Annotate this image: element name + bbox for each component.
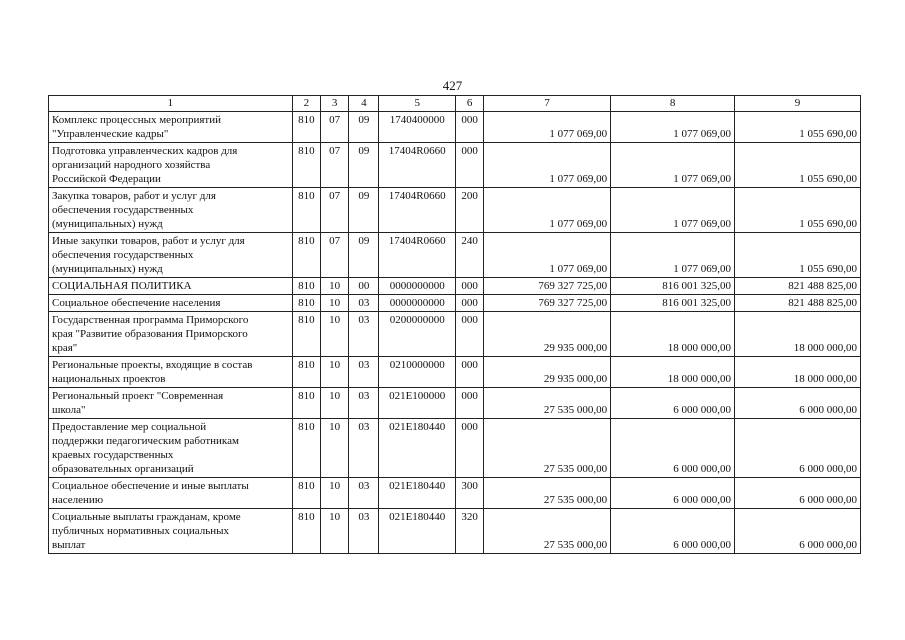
expense-type-code: 000 (455, 143, 483, 188)
amount-col-7: 27 535 000,00 (484, 388, 611, 419)
amount-col-8: 1 077 069,00 (611, 188, 735, 233)
row-name-line: (муниципальных) нужд (52, 218, 163, 230)
row-name-line: организаций народного хозяйства (52, 159, 211, 171)
section-code: 10 (321, 312, 349, 357)
row-name (49, 509, 293, 554)
grbs-code: 810 (292, 509, 320, 554)
grbs-code: 810 (292, 233, 320, 278)
amount-col-8: 6 000 000,00 (611, 509, 735, 554)
amount-col-9: 6 000 000,00 (735, 419, 861, 478)
row-name-line: "Управленческие кадры" (52, 128, 169, 140)
row-name-line: Социальное обеспечение населения (52, 297, 221, 309)
row-name-line: поддержки педагогическим работникам (52, 435, 239, 447)
target-article-code: 0000000000 (379, 295, 456, 312)
expense-type-code: 200 (455, 188, 483, 233)
row-name-line: Российской Федерации (52, 173, 161, 185)
amount-col-7: 769 327 725,00 (484, 295, 611, 312)
row-name-line: Государственная программа Приморского (52, 314, 249, 326)
target-article-code: 17404R0660 (379, 143, 456, 188)
row-name-line: выплат (52, 539, 86, 551)
row-name (49, 388, 293, 419)
amount-col-8: 18 000 000,00 (611, 357, 735, 388)
row-name (49, 112, 293, 143)
amount-col-9: 1 055 690,00 (735, 233, 861, 278)
expense-type-code: 320 (455, 509, 483, 554)
target-article-code: 021E180440 (379, 478, 456, 509)
subsection-code: 00 (349, 278, 379, 295)
amount-col-7: 27 535 000,00 (484, 509, 611, 554)
header-row (49, 96, 861, 112)
row-name-line: обеспечения государственных (52, 249, 194, 261)
expense-type-code: 000 (455, 112, 483, 143)
table-row (49, 143, 861, 188)
subsection-code: 09 (349, 233, 379, 278)
target-article-code: 17404R0660 (379, 188, 456, 233)
amount-col-7: 1 077 069,00 (484, 112, 611, 143)
header-col-6: 6 (455, 96, 483, 112)
section-code: 07 (321, 143, 349, 188)
amount-col-9: 18 000 000,00 (735, 312, 861, 357)
row-name-line: Иные закупки товаров, работ и услуг для (52, 235, 245, 247)
amount-col-7: 1 077 069,00 (484, 233, 611, 278)
amount-col-9: 1 055 690,00 (735, 188, 861, 233)
subsection-code: 03 (349, 478, 379, 509)
grbs-code: 810 (292, 295, 320, 312)
expense-type-code: 000 (455, 419, 483, 478)
table-row (49, 233, 861, 278)
row-name-line: Социальное обеспечение и иные выплаты (52, 480, 249, 492)
amount-col-7: 1 077 069,00 (484, 143, 611, 188)
grbs-code: 810 (292, 143, 320, 188)
row-name-line: края "Развитие образования Приморского (52, 328, 248, 340)
amount-col-8: 18 000 000,00 (611, 312, 735, 357)
subsection-code: 03 (349, 295, 379, 312)
table-row (49, 112, 861, 143)
row-name (49, 357, 293, 388)
row-name-line: Региональные проекты, входящие в состав (52, 359, 253, 371)
section-code: 07 (321, 112, 349, 143)
header-col-8: 8 (611, 96, 735, 112)
section-code: 10 (321, 509, 349, 554)
amount-col-8: 816 001 325,00 (611, 278, 735, 295)
target-article-code: 1740400000 (379, 112, 456, 143)
budget-table (48, 95, 861, 554)
header-col-4: 4 (349, 96, 379, 112)
row-name (49, 419, 293, 478)
amount-col-8: 816 001 325,00 (611, 295, 735, 312)
table-row (49, 509, 861, 554)
page-number: 427 (442, 78, 463, 93)
row-name (49, 143, 293, 188)
target-article-code: 0210000000 (379, 357, 456, 388)
grbs-code: 810 (292, 278, 320, 295)
subsection-code: 09 (349, 188, 379, 233)
target-article-code: 0200000000 (379, 312, 456, 357)
amount-col-9: 821 488 825,00 (735, 278, 861, 295)
row-name-line: населению (52, 494, 104, 506)
amount-col-9: 1 055 690,00 (735, 112, 861, 143)
subsection-code: 03 (349, 509, 379, 554)
amount-col-9: 6 000 000,00 (735, 478, 861, 509)
amount-col-9: 18 000 000,00 (735, 357, 861, 388)
target-article-code: 17404R0660 (379, 233, 456, 278)
grbs-code: 810 (292, 388, 320, 419)
row-name-line: публичных нормативных социальных (52, 525, 230, 537)
expense-type-code: 000 (455, 388, 483, 419)
row-name-line: Закупка товаров, работ и услуг для (52, 190, 216, 202)
row-name-line: образовательных организаций (52, 463, 194, 475)
row-name-line: краевых государственных (52, 449, 174, 461)
target-article-code: 021E180440 (379, 419, 456, 478)
subsection-code: 09 (349, 143, 379, 188)
grbs-code: 810 (292, 478, 320, 509)
header-col-1: 1 (49, 96, 293, 112)
expense-type-code: 240 (455, 233, 483, 278)
section-code: 07 (321, 233, 349, 278)
table-row (49, 388, 861, 419)
grbs-code: 810 (292, 357, 320, 388)
subsection-code: 09 (349, 112, 379, 143)
table-row (49, 419, 861, 478)
row-name-line: национальных проектов (52, 373, 166, 385)
expense-type-code: 000 (455, 357, 483, 388)
grbs-code: 810 (292, 419, 320, 478)
grbs-code: 810 (292, 188, 320, 233)
row-name-line: школа" (52, 404, 86, 416)
amount-col-8: 1 077 069,00 (611, 143, 735, 188)
table-body (49, 112, 861, 554)
amount-col-8: 1 077 069,00 (611, 233, 735, 278)
amount-col-9: 1 055 690,00 (735, 143, 861, 188)
section-code: 10 (321, 419, 349, 478)
amount-col-8: 6 000 000,00 (611, 478, 735, 509)
row-name-line: Социальные выплаты гражданам, кроме (52, 511, 241, 523)
header-col-3: 3 (321, 96, 349, 112)
subsection-code: 03 (349, 388, 379, 419)
table-row (49, 357, 861, 388)
subsection-code: 03 (349, 419, 379, 478)
section-code: 10 (321, 278, 349, 295)
section-code: 10 (321, 295, 349, 312)
expense-type-code: 000 (455, 295, 483, 312)
header-col-2: 2 (292, 96, 320, 112)
table-row (49, 188, 861, 233)
section-code: 10 (321, 478, 349, 509)
row-name-line: Региональный проект "Современная (52, 390, 224, 402)
row-name (49, 233, 293, 278)
section-code: 10 (321, 357, 349, 388)
amount-col-7: 29 935 000,00 (484, 357, 611, 388)
row-name-line: (муниципальных) нужд (52, 263, 163, 275)
amount-col-7: 27 535 000,00 (484, 478, 611, 509)
expense-type-code: 300 (455, 478, 483, 509)
row-name (49, 188, 293, 233)
row-name (49, 278, 293, 295)
table-row (49, 478, 861, 509)
subsection-code: 03 (349, 357, 379, 388)
amount-col-9: 821 488 825,00 (735, 295, 861, 312)
grbs-code: 810 (292, 112, 320, 143)
target-article-code: 0000000000 (379, 278, 456, 295)
row-name (49, 478, 293, 509)
amount-col-7: 1 077 069,00 (484, 188, 611, 233)
amount-col-8: 6 000 000,00 (611, 388, 735, 419)
amount-col-8: 1 077 069,00 (611, 112, 735, 143)
expense-type-code: 000 (455, 312, 483, 357)
amount-col-7: 27 535 000,00 (484, 419, 611, 478)
amount-col-9: 6 000 000,00 (735, 509, 861, 554)
grbs-code: 810 (292, 312, 320, 357)
table-row (49, 295, 861, 312)
amount-col-7: 769 327 725,00 (484, 278, 611, 295)
row-name-line: Предоставление мер социальной (52, 421, 207, 433)
row-name (49, 295, 293, 312)
subsection-code: 03 (349, 312, 379, 357)
amount-col-8: 6 000 000,00 (611, 419, 735, 478)
row-name (49, 312, 293, 357)
amount-col-9: 6 000 000,00 (735, 388, 861, 419)
target-article-code: 021E180440 (379, 509, 456, 554)
expense-type-code: 000 (455, 278, 483, 295)
row-name-line: обеспечения государственных (52, 204, 194, 216)
row-name-line: Подготовка управленческих кадров для (52, 145, 238, 157)
row-name-line: края" (52, 342, 78, 354)
section-code: 07 (321, 188, 349, 233)
header-col-7: 7 (484, 96, 611, 112)
table-row (49, 278, 861, 295)
section-code: 10 (321, 388, 349, 419)
row-name-line: Комплекс процессных мероприятий (52, 114, 221, 126)
table-row (49, 312, 861, 357)
target-article-code: 021E100000 (379, 388, 456, 419)
header-col-5: 5 (379, 96, 456, 112)
amount-col-7: 29 935 000,00 (484, 312, 611, 357)
row-name-line: СОЦИАЛЬНАЯ ПОЛИТИКА (52, 280, 192, 292)
header-col-9: 9 (735, 96, 861, 112)
